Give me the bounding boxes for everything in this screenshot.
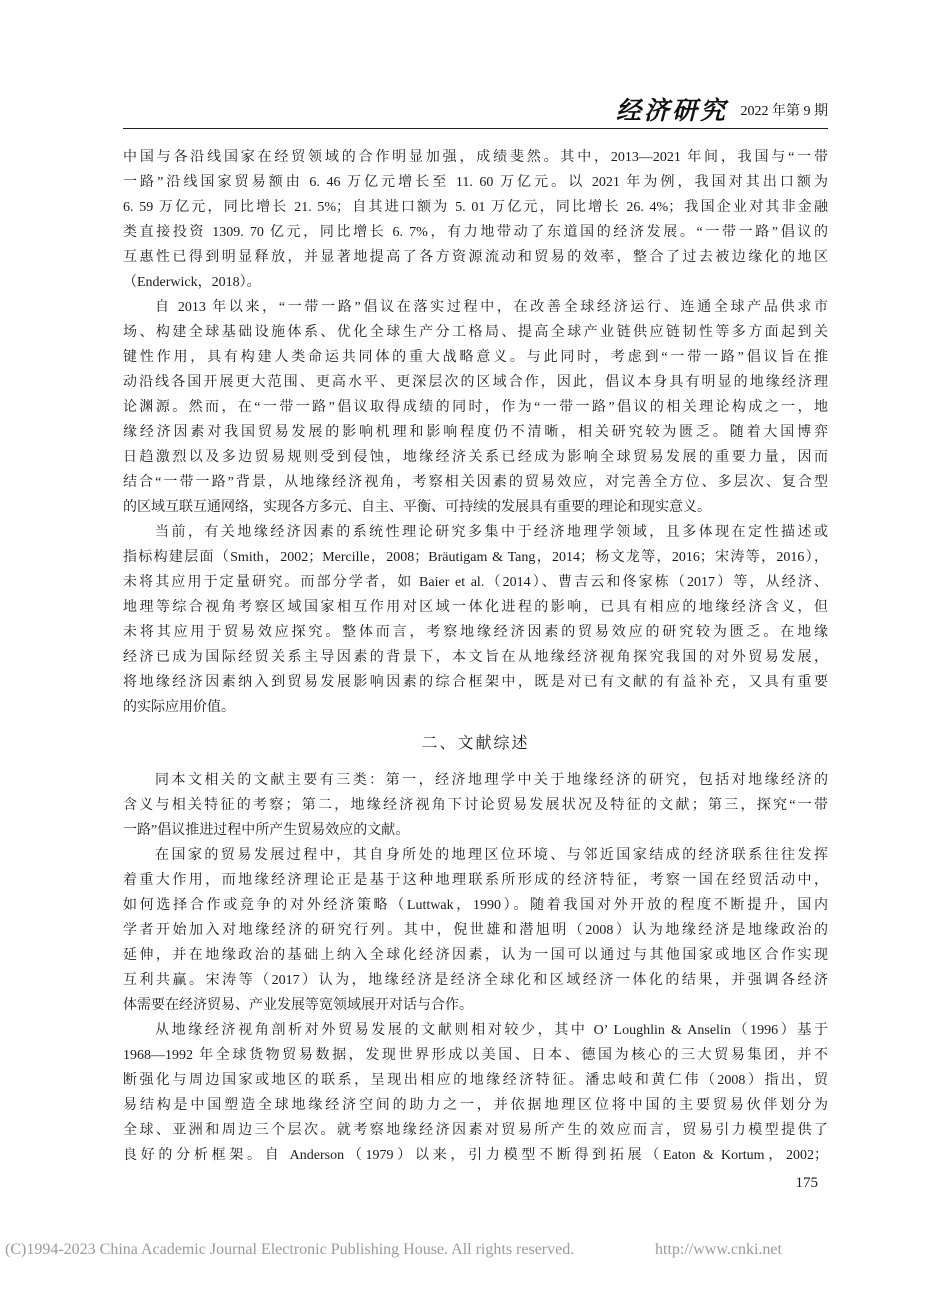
- paragraph-line: 的区域互联互通网络，实现各方多元、自主、平衡、可持续的发展具有重要的理论和现实意义。: [123, 500, 711, 515]
- paragraph-line: 易结构是中国塑造全球地缘经济空间的助力之一，并依据地理区位将中国的主要贸易伙伴划分为: [123, 1098, 828, 1113]
- paragraph-line: 日趋激烈以及多边贸易规则受到侵蚀，地缘经济关系已经成为影响全球贸易发展的重要力量，因而: [123, 450, 828, 465]
- paragraph: [123, 145, 828, 295]
- paragraph-line: 着重大作用，而地缘经济理论正是基于这种地理联系所形成的经济特征，考察一国在经贸活动中，: [123, 873, 828, 888]
- paragraph-line: 全球、亚洲和周边三个层次。就考察地缘经济因素对贸易所产生的效应而言，贸易引力模型提供了: [123, 1123, 828, 1138]
- paragraph-line: 类直接投资 1309. 70 亿元，同比增长 6. 7%，有力地带动了东道国的经济发展。“一带一路”倡议的: [123, 225, 828, 240]
- paragraph-line: 同本文相关的文献主要有三类：第一，经济地理学中关于地缘经济的研究，包括对地缘经济的: [155, 773, 828, 788]
- footer-url: http://www.cnki.net: [655, 1241, 782, 1258]
- paragraph: [123, 843, 828, 1018]
- paragraph-line: 自 2013 年以来，“一带一路”倡议在落实过程中，在改善全球经济运行、连通全球产品供求市: [155, 300, 828, 315]
- paragraph-line: 场、构建全球基础设施体系、优化全球生产分工格局、提高全球产业链供应链韧性等多方面起到关: [123, 325, 828, 340]
- paragraph-line: 键性作用，具有构建人类命运共同体的重大战略意义。与此同时，考虑到“一带一路”倡议旨在推: [123, 350, 828, 365]
- paragraph-line: 体需要在经济贸易、产业发展等宽领域展开对话与合作。: [123, 998, 473, 1013]
- paragraph-line: 如何选择合作或竞争的对外经济策略（Luttwak，1990）。随着我国对外开放的程度不断提升，国内: [123, 898, 828, 913]
- paragraph-line: 当前，有关地缘经济因素的系统性理论研究多集中于经济地理学领域，且多体现在定性描述或: [155, 525, 828, 540]
- paragraph-line: 学者开始加入对地缘经济的研究行列。其中，倪世雄和潜旭明（2008）认为地缘经济是地缘政治的: [123, 923, 828, 938]
- paragraph-line: 一路”倡议推进过程中所产生贸易效应的文献。: [123, 823, 410, 838]
- paragraph-line: 将地缘经济因素纳入到贸易发展影响因素的综合框架中，既是对已有文献的有益补充，又具有重要: [123, 675, 828, 690]
- paragraph-line: 互利共赢。宋涛等（2017）认为，地缘经济是经济全球化和区域经济一体化的结果，并强调各经济: [123, 973, 828, 988]
- article-body: [123, 145, 828, 1196]
- journal-logo: 经济研究: [615, 98, 728, 125]
- paragraph-line: 中国与各沿线国家在经贸领域的合作明显加强，成绩斐然。其中，2013—2021 年间，我国与“一带: [123, 150, 828, 165]
- paragraph: [123, 295, 828, 520]
- paragraph: [123, 768, 828, 843]
- footer-copyright: (C)1994-2023 China Academic Journal Electronic Publishing House. All rights reserved.: [5, 1241, 575, 1258]
- paragraph-line: 断强化与周边国家或地区的联系，呈现出相应的地缘经济特征。潘忠岐和黄仁伟（2008）指出，贸: [123, 1073, 828, 1088]
- paragraph: [123, 1018, 828, 1168]
- paragraph-line: 的实际应用价值。: [123, 700, 235, 715]
- issue-label: 2022 年第 9 期: [740, 104, 828, 119]
- paragraph-line: 在国家的贸易发展过程中，其自身所处的地理区位环境、与邻近国家结成的经济联系往往发挥: [155, 848, 828, 863]
- paragraph-line: 指标构建层面（Smith，2002；Mercille，2008；Bräutigam & Tang，2014；杨文龙等，2016；宋涛等，2016），: [123, 550, 828, 565]
- paragraph-line: 互惠性已得到明显释放，并显著地提高了各方资源流动和贸易的效率，整合了过去被边缘化的地区: [123, 250, 828, 265]
- paragraph-line: （Enderwick，2018）。: [123, 275, 261, 290]
- paragraph-line: 1968—1992 年全球货物贸易数据，发现世界形成以美国、日本、德国为核心的三大贸易集团，并不: [123, 1048, 828, 1063]
- paragraph: [123, 520, 828, 720]
- paragraph-line: 6. 59 万亿元，同比增长 21. 5%；自其进口额为 5. 01 万亿元，同比增长 26. 4%；我国企业对其非金融: [123, 200, 828, 215]
- paragraph-line: 动沿线各国开展更大范围、更高水平、更深层次的区域合作，因此，倡议本身具有明显的地缘经济理: [123, 375, 828, 390]
- paragraph-line: 缘经济因素对我国贸易发展的影响机理和影响程度仍不清晰，相关研究较为匮乏。随着大国博弈: [123, 425, 828, 440]
- paragraph-line: 论渊源。然而，在“一带一路”倡议取得成绩的同时，作为“一带一路”倡议的相关理论构成之一，地: [123, 400, 828, 415]
- page-number: 175: [795, 1175, 818, 1191]
- paragraph-line: 地理等综合视角考察区域国家相互作用对区域一体化进程的影响，已具有相应的地缘经济含义，但: [123, 600, 828, 615]
- paragraph-line: 含义与相关特征的考察；第二，地缘经济视角下讨论贸易发展状况及特征的文献；第三，探究“一带: [123, 798, 828, 813]
- paragraph-line: 未将其应用于贸易效应探究。整体而言，考察地缘经济因素的贸易效应的研究较为匮乏。在地缘: [123, 625, 828, 640]
- paragraph-line: 结合“一带一路”背景，从地缘经济视角，考察相关因素的贸易效应，对完善全方位、多层次、复合型: [123, 475, 828, 490]
- section-heading: 二、文献综述: [421, 735, 530, 752]
- paragraph-line: 延伸，并在地缘政治的基础上纳入全球化经济因素，认为一国可以通过与其他国家或地区合作实现: [123, 948, 828, 963]
- header-rule: [123, 128, 828, 129]
- paragraph-line: 从地缘经济视角剖析对外贸易发展的文献则相对较少，其中 O’ Loughlin & Anselin（1996）基于: [155, 1023, 828, 1038]
- paragraph-line: 一路”沿线国家贸易额由 6. 46 万亿元增长至 11. 60 万亿元。以 2021 年为例，我国对其出口额为: [123, 175, 828, 190]
- paragraph-line: 经济已成为国际经贸关系主导因素的背景下，本文旨在从地缘经济视角探究我国的对外贸易发展，: [123, 650, 828, 665]
- paragraph-line: 未将其应用于定量研究。而部分学者，如 Baier et al.（2014）、曹吉云和佟家栋（2017）等，从经济、: [123, 575, 828, 590]
- paragraph-line: 良好的分析框架。自 Anderson（1979）以来，引力模型不断得到拓展（Eaton & Kortum，2002；: [123, 1148, 828, 1163]
